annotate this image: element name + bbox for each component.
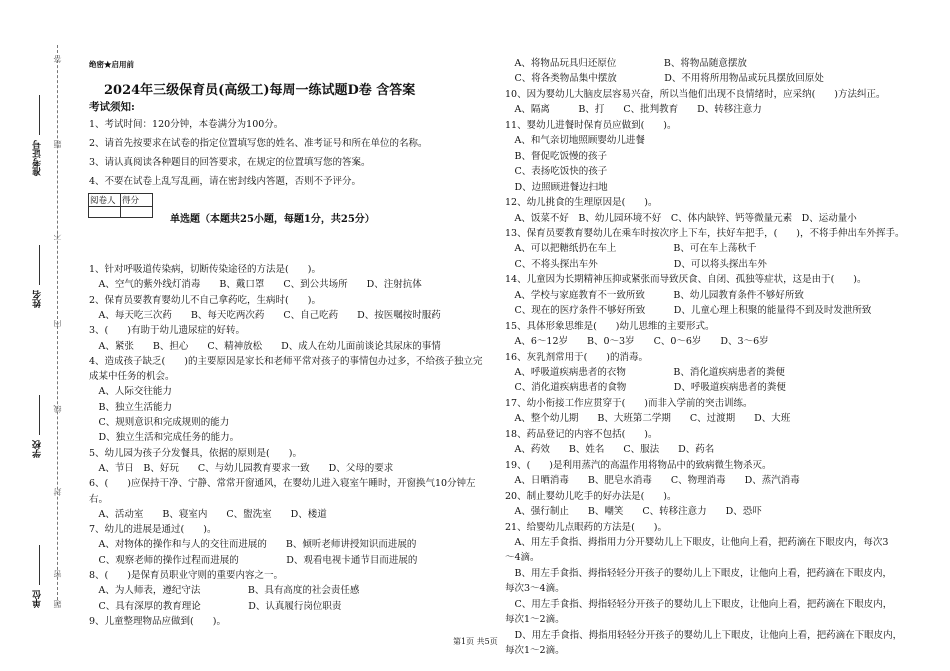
grader-blank[interactable] — [89, 207, 121, 218]
notice-item: 1、考试时间：120分钟，本卷满分为100分。 — [89, 119, 284, 130]
question-line: C、消化道疾病患者的食物 D、呼吸道疾病患者的粪便 — [505, 382, 786, 394]
question-line: A、整个幼儿期 B、大班第二学期 C、过渡期 D、大班 — [505, 413, 791, 425]
page-title: 2024年三级保育员(高级工)每周一练试题D卷 含答案 — [104, 83, 416, 98]
fill-underline[interactable] — [39, 545, 40, 585]
question-line: 18、药品登记的内容不包括( )。 — [505, 428, 658, 440]
grader-cell: 阅卷人 — [89, 194, 121, 207]
score-cell: 得分 — [121, 194, 153, 207]
question-line: 19、( )是利用蒸汽的高温作用将物品中的致病微生物杀灭。 — [505, 459, 772, 471]
question-line: A、日晒消毒 B、肥皂水消毒 C、物理消毒 D、蒸汽消毒 — [505, 475, 800, 487]
question-line: A、每天吃三次药 B、每天吃两次药 C、自己吃药 D、按医嘱按时服药 — [89, 309, 441, 321]
question-line: B、督促吃饭慢的孩子 — [505, 150, 607, 162]
question-line: B、独立生活能力 — [89, 401, 172, 413]
question-line: 1、针对呼吸道传染病，切断传染途径的方法是( )。 — [89, 264, 321, 275]
question-line: A、药效 B、姓名 C、服法 D、药名 — [505, 444, 715, 456]
question-line: 7、幼儿的进展是通过( )。 — [89, 524, 217, 536]
fill-underline[interactable] — [39, 95, 40, 135]
question-line: A、强行制止 B、嘲笑 C、转移注意力 D、恐吓 — [505, 506, 762, 518]
score-table — [88, 193, 153, 218]
question-line: 2、保育员要教育婴幼儿不自己拿药吃，生病时( )。 — [89, 294, 321, 306]
question-line: 14、儿童因为长期精神压抑或紧张而导致厌食、自闭、孤独等症状，这是由于( )。 — [505, 274, 867, 286]
question-line: C、用左手食指、拇指轻轻分开孩子的婴幼儿上下眼皮，让他向上看，把药滴在下眼皮内， — [505, 598, 893, 610]
question-line: C、规则意识和完成规则的能力 — [89, 417, 230, 428]
confidential-mark: 绝密★启用前 — [89, 60, 134, 69]
question-line: 17、幼小衔接工作应贯穿于( )而非入学前的突击训练。 — [505, 397, 753, 409]
question-line: C、表扬吃饭快的孩子 — [505, 166, 608, 178]
question-line: B、用左手食指、拇指轻轻分开孩子的婴幼儿上下眼皮，让他向上看，把药滴在下眼皮内， — [505, 567, 892, 579]
question-line: 9、儿童整理物品应做到( )。 — [89, 615, 226, 627]
question-line: A、用左手食指、拇指用力分开婴幼儿上下眼皮，让他向上看，把药滴在下眼皮内，每次3 — [505, 536, 889, 548]
side-label: 姓名 — [33, 290, 43, 308]
seal-line-char: 答 — [53, 55, 62, 63]
question-line: 21、给婴幼儿点眼药的方法是( )。 — [505, 521, 668, 533]
question-line: D、用左手食指、拇指用轻轻分开孩子的婴幼儿上下眼皮，让他向上看，把药滴在下眼皮内， — [505, 629, 903, 641]
question-line: 成某中任务的机会。 — [89, 371, 175, 383]
question-line: D、边照顾进餐边扫地 — [505, 181, 608, 193]
question-line: A、和气亲切地照顾婴幼儿进餐 — [505, 135, 645, 147]
seal-line-char: 线 — [53, 405, 62, 413]
question-line: 10、因为婴幼儿大脑皮层容易兴奋，所以当他们出现不良情绪时，应采纳( )方法纠正。 — [505, 88, 886, 100]
question-line: 6、( )应保持干净、宁静、常常开窗通风，在婴幼儿进入寝室午睡时，开窗换气10分钟左 — [89, 478, 476, 490]
question-line: 15、具体形象思维是( )幼儿思维的主要形式。 — [505, 320, 715, 332]
fill-underline[interactable] — [39, 245, 40, 285]
question-line: A、隔离 B、打 C、批判教育 D、转移注意力 — [505, 104, 762, 116]
question-line: 20、制止婴幼儿吃手的好办法是( )。 — [505, 490, 677, 502]
question-line: A、节日 B、好玩 C、与幼儿园教育要求一致 D、父母的要求 — [89, 462, 394, 474]
question-line: A、将物品玩具归还原位 B、将物品随意摆放 — [505, 58, 747, 69]
question-line: C、具有深厚的教育理论 D、认真履行岗位职责 — [89, 600, 342, 612]
question-line: A、饭菜不好 B、幼儿园环境不好 C、体内缺锌、钙等微量元素 D、运动量小 — [505, 212, 857, 224]
question-line: A、紧张 B、担心 C、精神放松 D、成人在幼儿面前谈论其尿床的事情 — [89, 340, 441, 352]
question-line: 每次1～2滴。 — [505, 614, 565, 626]
question-line: C、将各类物品集中摆放 D、不用将所用物品或玩具摆放回原处 — [505, 73, 824, 85]
question-line: 16、灰乳剂常用于( )的消毒。 — [505, 351, 649, 363]
question-line: 3、( )有助于幼儿遗尿症的好转。 — [89, 325, 245, 337]
question-line: 右。 — [89, 493, 109, 505]
question-line: 13、保育员要教育婴幼儿在乘车时按次序上下车，扶好车把手，( )，不将手伸出车外挥手。 — [505, 227, 905, 239]
question-line: 12、幼儿挑食的生理原因是( )。 — [505, 197, 658, 209]
score-blank[interactable] — [121, 207, 153, 218]
notice-heading: 考试须知: — [89, 101, 135, 113]
question-line: A、6～12岁 B、0～3岁 C、0～6岁 D、3～6岁 — [505, 336, 769, 348]
question-line: A、对物体的操作和与人的交往而进展的 B、倾听老师讲授知识而进展的 — [89, 539, 417, 551]
seal-line-char: 题 — [53, 600, 62, 608]
section-title: 单选题（本题共25小题，每题1分，共25分） — [170, 214, 375, 225]
question-line: 5、幼儿园为孩子分发餐具，依据的原则是( )。 — [89, 447, 302, 459]
question-line: A、活动室 B、寝室内 C、盥洗室 D、楼道 — [89, 508, 327, 520]
side-label: 准考证号 — [33, 140, 43, 176]
question-line: 11、婴幼儿进餐时保育员应做到( )。 — [505, 119, 677, 131]
question-line: D、独立生活和完成任务的能力。 — [89, 432, 240, 444]
question-line: 每次3～4滴。 — [505, 583, 565, 595]
seal-line-char: 封 — [53, 488, 62, 496]
question-line: C、不将头探出车外 D、可以将头探出车外 — [505, 258, 767, 270]
question-line: ～4滴。 — [505, 552, 540, 564]
notice-item: 3、请认真阅读各种题目的回答要求，在规定的位置填写您的答案。 — [89, 157, 371, 168]
question-line: A、可以把糖纸扔在车上 B、可在车上荡秋千 — [505, 243, 757, 255]
seal-line-char: 密 — [53, 570, 62, 578]
question-line: A、呼吸道疾病患者的衣物 B、消化道疾病患者的粪便 — [505, 367, 785, 378]
question-line: A、为人师表，遵纪守法 B、具有高度的社会责任感 — [89, 585, 360, 597]
fill-underline[interactable] — [39, 395, 40, 435]
question-line: 每次1～2滴。 — [505, 645, 565, 657]
side-label: 单位 — [33, 590, 43, 608]
seal-line-char: 题 — [53, 140, 62, 148]
notice-item: 4、不要在试卷上乱写乱画，请在密封线内答题，否则不予评分。 — [89, 176, 362, 187]
question-line: C、观察老师的操作过程而进展的 D、观看电视卡通节目而进展的 — [89, 554, 418, 566]
question-line: C、现在的医疗条件不够好所致 D、儿童心理上积聚的能量得不到及时发泄所致 — [505, 305, 872, 317]
notice-item: 2、请首先按要求在试卷的指定位置填写您的姓名、准考证号和所在单位的名称。 — [89, 138, 428, 149]
seal-line-char: 内 — [53, 320, 62, 328]
side-label: 学校 — [33, 440, 43, 458]
question-line: A、学校与家庭教育不一致所致 B、幼儿园教育条件不够好所致 — [505, 289, 804, 301]
question-line: 4、造成孩子缺乏( )的主要原因是家长和老师平常对孩子的事情包办过多，不给孩子独立完 — [89, 355, 483, 367]
question-line: 8、( )是保育员职业守则的重要内容之一。 — [89, 570, 283, 581]
question-line: A、空气的紫外线灯消毒 B、戴口罩 C、到公共场所 D、注射抗体 — [89, 279, 422, 291]
seal-line-char: 不 — [53, 232, 62, 240]
question-line: A、人际交往能力 — [89, 386, 172, 398]
page-footer: 第1页 共5页 — [453, 637, 498, 646]
